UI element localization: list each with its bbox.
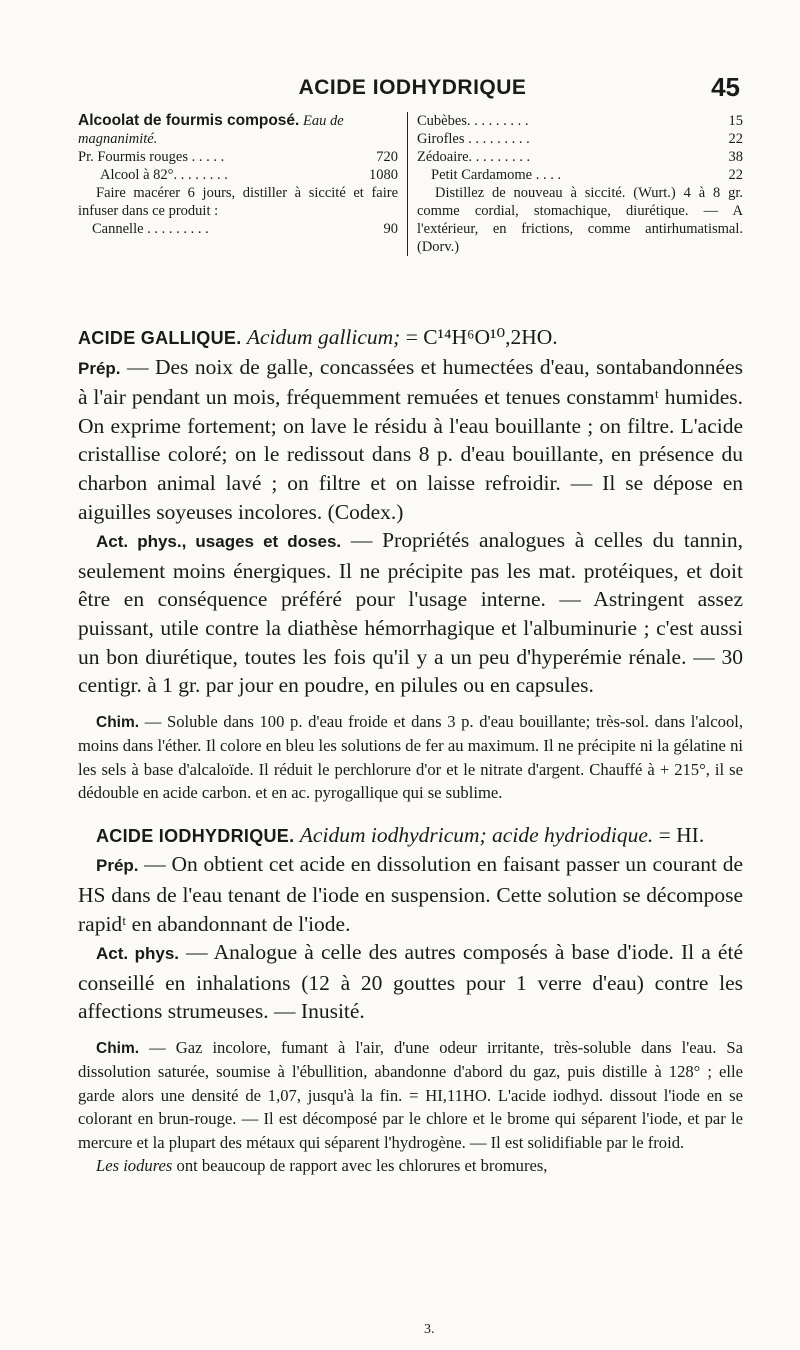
ingredient-label: Cannelle . . . . . . . . .: [92, 221, 209, 237]
ingredient-value: 720: [376, 149, 398, 165]
prep-text: — Des noix de galle, concassées et humectées d'eau, sontabandonnées à l'air pendant un mois, fréquemment remuées et tenues constammᵗ humides. On exprime fortement; on lave le résidu à l'eau bouillante ; on filtre. L'acide cristallise coloré; on le redissout dans 8 p. d'eau bouillante, en présence du charbon animal lavé ; on filtre et on laisse refroidir. — Il se dépose en aiguilles soyeuses incolores. (Codex.): [78, 354, 744, 524]
ingredient-value: 90: [383, 221, 398, 237]
ingredient-label: Alcool à 82°. . . . . . . .: [100, 167, 228, 183]
gallique-chim-paragraph: [78, 710, 743, 805]
iodures-text: ont beaucoup de rapport avec les chlorures et bromures,: [176, 1156, 548, 1176]
chim-label: Chim.: [96, 1039, 140, 1057]
recipe-note: Distillez de nouveau à siccité. (Wurt.) 4 à 8 gr. comme cordial, stomachique, diurétique. — A l'extérieur, en frictions, comme antirhumatismal. (Dorv.): [417, 185, 743, 255]
recipe-title-alt2: magnanimité.: [78, 131, 158, 147]
act-text: — Propriétés analogues à celles du tannin, seulement moins énergiques. Il ne précipite pas les mat. protéiques, et doit être en conséquence préféré pour l'usage interne. — Astringent assez puissant, utile contre la diathèse hémorrhagique et l'albuminurie ; c'est aussi un bon diurétique, toutes les fois qu'il y a un peu d'hyperémie rénale. — 30 centigr. à 1 gr. par jour en poudre, en pilules ou en capsules.: [78, 528, 743, 698]
ingredient-value: 22: [728, 167, 743, 183]
signature-mark: 3.: [424, 1322, 435, 1337]
ingredient-row: [417, 130, 743, 148]
ingredient-row: [78, 148, 398, 166]
entry-formula: = HI.: [658, 822, 705, 847]
recipe-instruction: Faire macérer 6 jours, distiller à siccité et faire infuser dans ce produit :: [78, 185, 398, 219]
ingredient-value: 1080: [369, 167, 398, 183]
ingredient-value: 22: [728, 131, 743, 147]
iodhydrique-act-paragraph: [78, 938, 743, 1026]
gallique-act-paragraph: [78, 526, 743, 700]
left-column: [78, 112, 398, 238]
chim-text: — Soluble dans 100 p. d'eau froide et dans 3 p. d'eau bouillante; très-sol. dans l'alcool, moins dans l'éther. Il colore en bleu les solutions de fer au maximum. Il ne précipite ni la gélatine ni les sels à base d'alcaloïde. Il réduit le perchlorure d'or et le nitrate d'argent. Chauffé à + 215°, il se dédouble en acide carbon. et en ac. pyrogallique qui se sublime.: [78, 711, 743, 803]
act-text: — Analogue à celle des autres composés à base d'iode. Il a été conseillé en inhalations (12 à 20 gouttes pour 1 verre d'eau) contre les affections strumeuses. — Inusité.: [78, 940, 743, 1024]
act-label: Act. phys., usages et doses.: [96, 532, 342, 552]
ingredient-value: 15: [728, 113, 743, 129]
ingredient-label: Zédoaire. . . . . . . . .: [417, 149, 531, 165]
entry-heading: ACIDE IODHYDRIQUE.: [96, 825, 295, 846]
entry-heading: ACIDE GALLIQUE.: [78, 328, 242, 348]
prep-label: Prép.: [96, 856, 139, 876]
chim-label: Chim.: [96, 713, 140, 731]
iodures-italic: Les iodures: [96, 1156, 173, 1176]
ingredient-row: [417, 148, 743, 166]
act-label: Act. phys.: [96, 944, 179, 964]
gallique-heading-paragraph: [78, 323, 743, 526]
recipe-title: [78, 112, 398, 130]
ingredient-label: Petit Cardamome . . . .: [431, 167, 562, 183]
entry-formula: = C¹⁴H⁶O¹⁰,2HO.: [405, 325, 558, 349]
recipe-title-main: Alcoolat de fourmis composé.: [78, 112, 300, 129]
entry-latin: Acidum gallicum;: [246, 325, 401, 349]
entry-latin: Acidum iodhydricum; acide hydriodique.: [299, 822, 654, 847]
ingredient-row: [78, 220, 398, 238]
iodhydrique-heading-paragraph: [78, 821, 743, 851]
right-column: [407, 112, 743, 256]
ingredient-row: [417, 112, 743, 130]
recipe-title-alt: Eau de: [302, 113, 344, 129]
ingredient-row: [417, 166, 743, 184]
running-title: ACIDE IODHYDRIQUE: [298, 76, 527, 99]
iodures-paragraph: [78, 1154, 743, 1178]
ingredient-label: Cubèbes. . . . . . . . .: [417, 113, 529, 129]
page-header: [85, 72, 740, 104]
prep-label: Prép.: [78, 358, 121, 378]
two-column-block: [78, 112, 743, 318]
iodhydrique-prep-paragraph: [78, 850, 743, 938]
prep-text: — On obtient cet acide en dissolution en faisant passer un courant de HS dans de l'eau tenant de l'iode en suspension. Cette solution se décompose rapidᵗ en abandonnant de l'iode.: [78, 852, 743, 936]
main-text: [78, 323, 743, 1178]
ingredient-value: 38: [728, 149, 743, 165]
ingredient-label: Pr. Fourmis rouges . . . . .: [78, 149, 225, 165]
ingredient-label: Girofles . . . . . . . . .: [417, 131, 530, 147]
page-number: 45: [711, 72, 740, 102]
iodhydrique-chim-paragraph: [78, 1036, 743, 1155]
ingredient-row: [78, 166, 398, 184]
chim-text: — Gaz incolore, fumant à l'air, d'une odeur irritante, très-soluble dans l'eau. Sa dissolution saturée, soumise à l'ébullition, abandonne d'abord du gaz, puis distille à 128° ; elle garde alors une densité de 1,07, jusqu'à la fin. = HI,11HO. L'acide iodhyd. dissout l'iode en se colorant en brun-rouge. — Il est décomposé par le chlore et le brome qui séparent l'iode, et par le mercure et la plupart des métaux qui séparent l'hydrogène. — Il est solidifiable par le froid.: [78, 1037, 743, 1152]
